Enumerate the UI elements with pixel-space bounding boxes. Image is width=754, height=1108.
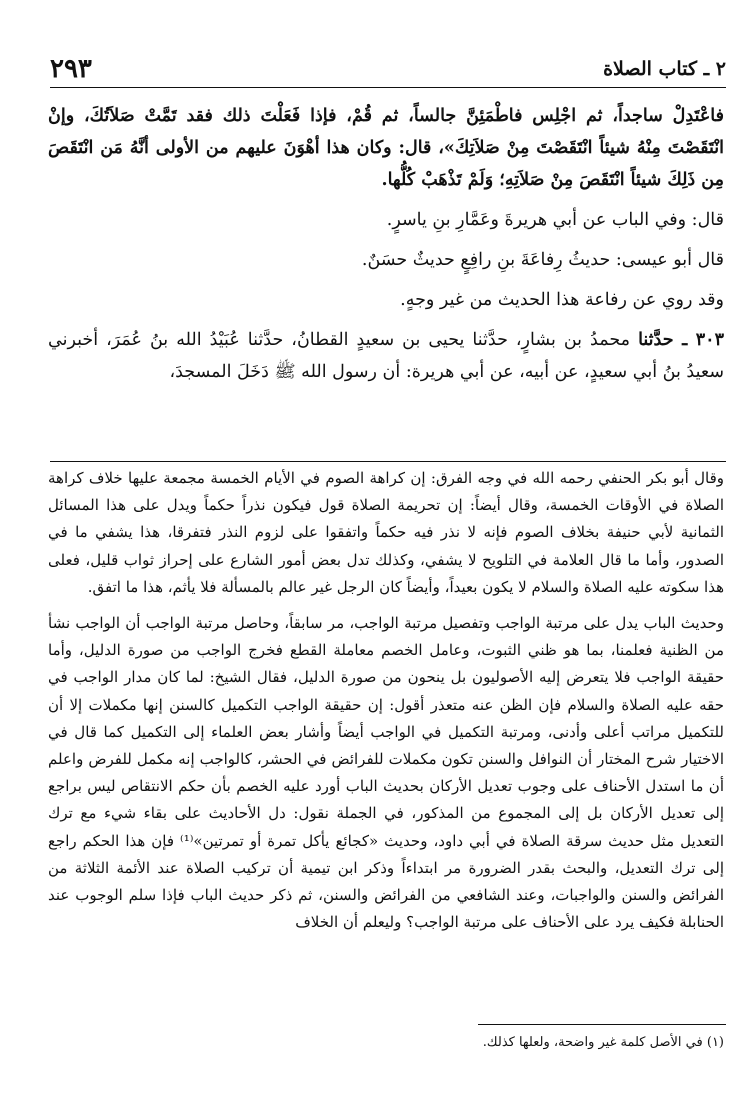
grading-note: قال أبو عيسى: حديثُ رِفاعَةَ بنِ رافِعٍ حديثٌ حسَنٌ. (361, 250, 724, 270)
commentary-text (48, 465, 724, 936)
narration-note: قال: وفي الباب عن أبي هريرةَ وعَمَّارِ بنِ ياسرٍ. (386, 210, 724, 230)
footnote: (١) في الأصل كلمة غير واضحة، ولعلها كذلك. (482, 1035, 724, 1050)
header-divider (50, 87, 726, 88)
chain-note: وقد روي عن رفاعة هذا الحديث من غير وجهٍ. (400, 290, 724, 310)
commentary-paragraph: وحديث الباب يدل على مرتبة الواجب وتفصيل مرتبة الواجب، مر سابقاً، وحاصل مرتبة الواجب أن الواجب نشأ من الظنية فعلمنا، بما هو ظني الثبوت، وعامل الخصم معاملة القطع فخرج الواجب من صورة الدليل، وأما حقيقة الواجب فلا يتعرض إليه الأصوليون بل ينحون من صورة الدليل، فقال الشيخ: لما كان مدار الواجب في حقه عليه الصلاة والسلام فإن الظن عنه متعذر أقول: إن حقيقة الواجب التكميل كالسنن إنها مكملات إلا أن للتكميل مراتب أعلى وأدنى، ومرتبة التكميل في الواجب أيضاً وأشار بعض العلماء إلى التكميل كما قال في الاختيار شرح المختار أن النوافل والسنن تكون مكملات للفرائض في الحشر، كالواجب إنه مكمل للفرض واعلم أن ما استدل الأحناف على وجوب تعديل الأركان بحديث الباب أورد عليه الخصم بأن حكم الانتقاص ليس براجع إلى تعديل الأركان بل إلى المجموع من المذكور، في الجملة نقول: دل الأحاديث على بقاء شيء مع ترك التعديل مثل حديث سرقة الصلاة في أبي داود، وحديث «كجائع يأكل تمرة أو تمرتين»⁽¹⁾ فإن هذا الحكم راجع إلى ترك التعديل، والبحث بقدر الضرورة مر ابتداءاً وذكر ابن تيمية أن تركيب الصلاة عند الأئمة الثلاثة من الفرائض والسنن والواجبات، وعند الشافعي من الفرائض والسنن، ثم ذكر حديث الباب فإذا سلم الوجوب عند الحنابلة فكيف يرد على الأحناف على مرتبة الواجب؟ وليعلم أن الخلاف (48, 614, 724, 932)
hadith-paragraph: فاعْتَدِلْ ساجداً، ثم اجْلِس فاطْمَئِنَّ جالساً، ثم قُمْ، فإذا فَعَلْتَ ذلك فقد تَمَّتْ صَلاَتُكَ، وإنْ انْتَقَصْتَ مِنْهُ شيئاً انْتَقَصْتَ مِنْ صَلاَتِكَ»، قال: وكان هذا أهْوَنَ عليهم من الأولى أنَّهُ مَن انْتَقَصَ مِن ذَلِكَ شيئاً انْتَقَصَ مِنْ صَلاَتِهِ؛ وَلَمْ تَذْهَبْ كُلُّها. (48, 106, 724, 190)
commentary-paragraph: وقال أبو بكر الحنفي رحمه الله في وجه الفرق: إن كراهة الصوم في الأيام الخمسة مجمعة عليها خلاف كراهة الصلاة في الأوقات الخمسة، وقال أيضاً: إن تحريمة الصلاة قول فيكون نذراً حكماً ويدل على هذا المسائل الثمانية لأبي حنيفة بخلاف الصوم فإنه لا نذر فيه حكماً واتفقوا على لزوم النذر فتفرقا، هذا يشفي ما في الصدور، وأما ما قال العلامة في التلويح لا يشفي، وكذلك تدل بعض أمور الشارع على إحراز ثواب قليل، فعلى هذا سكوته عليه الصلاة والسلام لا يكون بعيداً، وأيضاً كان الرجل غير عالم بالمسألة فلا يأثم، هذا ما اتفق. (48, 469, 724, 596)
hadith-text (48, 100, 724, 388)
commentary-divider (50, 461, 726, 462)
page-header (50, 54, 726, 90)
hadith-chain (48, 324, 724, 388)
hadith-number: ٣٠٣ ـ حدَّثنا (638, 330, 724, 350)
chapter-title: ٢ ـ كتاب الصلاة (603, 58, 726, 80)
hadith-chain-text: محمدُ بن بشارٍ، حدَّثنا يحيى بن سعيدٍ القطانُ، حدَّثنا عُبَيْدُ الله بنُ عُمَرَ، أخبرني سعيدُ بنُ أبي سعيدٍ، عن أبيه، عن أبي هريرة: أن رسول الله ﷺ دَخَلَ المسجدَ، (48, 330, 724, 382)
footnote-divider (478, 1024, 726, 1025)
page-number: ٢٩٣ (50, 54, 92, 84)
